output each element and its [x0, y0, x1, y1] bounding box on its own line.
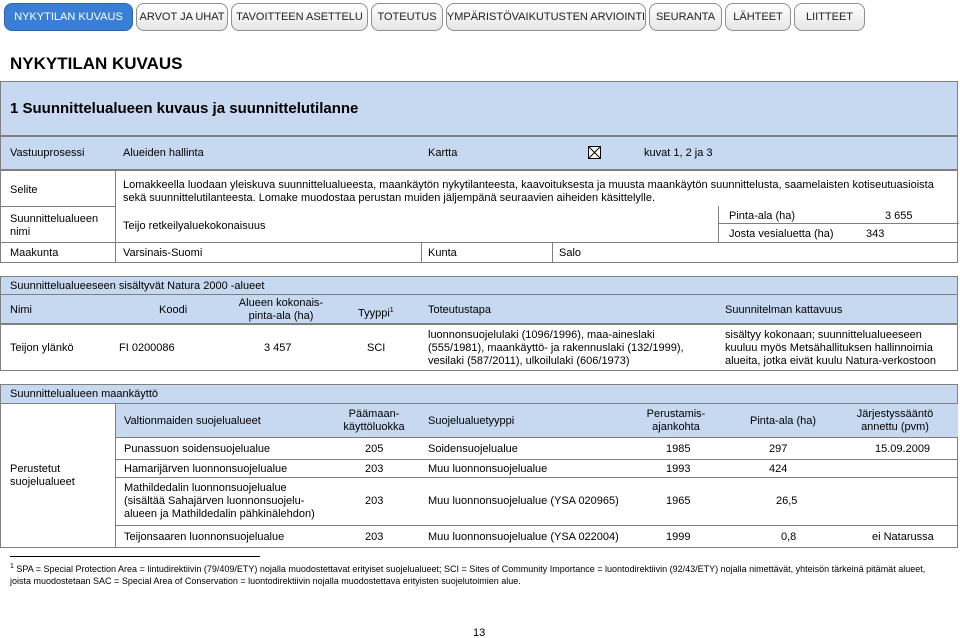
natura-col-ala: Alueen kokonais-pinta-ala (ha) — [238, 297, 324, 322]
mk-row-3-luokka: 203 — [365, 531, 384, 543]
maankaytto-table — [0, 403, 958, 548]
selite-text: Lomakkeella luodaan yleiskuva suunnittelualueesta, maankäytön nykytilanteesta, kaavoituksesta ja muusta maankäytön suunnittelusta, saamelaisten kotiseutuasioista sekä suunnittelutilanteesta. Lomake muodostaa perustan muiden jäljempänä seuraavien aiheiden käsittelylle. — [123, 179, 934, 204]
maakunta-label: Maakunta — [10, 247, 59, 259]
vesialue-value: 343 — [866, 228, 885, 240]
checkbox-checked-icon[interactable] — [588, 146, 601, 159]
maankaytto-title: Suunnittelualueen maankäyttö — [10, 388, 158, 400]
footnote-rule — [10, 556, 260, 557]
vastuuprosessi-row — [0, 136, 958, 170]
mk-row-1-luokka: 203 — [365, 463, 384, 475]
kartta-value: kuvat 1, 2 ja 3 — [644, 147, 713, 159]
mk-row-3-saanto: ei Natarussa — [872, 531, 934, 543]
mk-row-1-nimi: Hamarijärven luonnonsuojelualue — [124, 463, 288, 475]
nav-tab-ymparistovaikutusten-arviointi[interactable]: YMPÄRISTÖVAIKUTUSTEN ARVIOINTI — [446, 3, 646, 31]
page-title: NYKYTILAN KUVAUS — [10, 54, 183, 73]
nav-tab-seuranta[interactable]: SEURANTA — [649, 3, 722, 31]
natura-col-koodi: Koodi — [159, 304, 188, 316]
mk-row-0-luokka: 205 — [365, 443, 384, 455]
vastuuprosessi-value: Alueiden hallinta — [123, 147, 204, 159]
mk-col-nimi: Valtionmaiden suojelualueet — [124, 415, 261, 427]
mk-row-1-ala: 424 — [769, 463, 788, 475]
suunnittelualueen-nimi-value: Teijo retkeilyaluekokonaisuus — [123, 220, 266, 232]
section-1-body — [0, 170, 958, 263]
perustetut-suojelualueet-label: Perustetut suojelualueet — [10, 463, 75, 488]
nav-tab-lahteet[interactable]: LÄHTEET — [725, 3, 791, 31]
natura-row-ala: 3 457 — [264, 342, 292, 354]
table-row — [0, 324, 958, 371]
pinta-ala-value: 3 655 — [885, 210, 913, 222]
nav-tab-liitteet[interactable]: LIITTEET — [794, 3, 865, 31]
mk-row-2-ala: 26,5 — [776, 495, 798, 507]
mk-row-1-tyyppi: Muu luonnonsuojelualue — [428, 463, 548, 475]
section-1-header — [0, 81, 958, 136]
natura-row-nimi: Teijon ylänkö — [10, 342, 74, 354]
natura-title: Suunnittelualueeseen sisältyvät Natura 2000 -alueet — [10, 280, 265, 292]
kunta-value: Salo — [559, 247, 582, 259]
nav-tab-arvot-ja-uhat[interactable]: ARVOT JA UHAT — [136, 3, 228, 31]
pinta-ala-box — [718, 206, 958, 242]
mk-row-0-nimi: Punassuon soidensuojelualue — [124, 443, 271, 455]
mk-col-tyyppi: Suojelualuetyyppi — [428, 415, 515, 427]
top-nav — [0, 0, 960, 33]
mk-row-0-ala: 297 — [769, 443, 788, 455]
suunnittelualueen-nimi-label: Suunnittelualueen nimi — [10, 213, 99, 238]
natura-header — [0, 276, 958, 295]
nav-tab-tavoitteen-asettelu[interactable]: TAVOITTEEN ASETTELU — [231, 3, 368, 31]
natura-col-toteutustapa: Toteutustapa — [428, 304, 491, 316]
natura-col-tyyppi: Tyyppi$^1$ — [358, 307, 394, 320]
section-1-title: 1 Suunnittelualueen kuvaus ja suunnittelutilanne — [10, 100, 359, 117]
mk-row-0-tyyppi: Soidensuojelualue — [428, 443, 518, 455]
natura-row-tyyppi: SCI — [367, 342, 386, 354]
mk-row-3-ala: 0,8 — [781, 531, 797, 543]
natura-table-header — [0, 294, 958, 324]
natura-col-nimi: Nimi — [10, 304, 32, 316]
page-number: 13 — [473, 627, 486, 638]
maakunta-value: Varsinais-Suomi — [123, 247, 203, 259]
maankaytto-table-header — [116, 404, 958, 438]
vesialue-label: Josta vesialuetta (ha) — [729, 228, 834, 240]
mk-col-ala: Pinta-ala (ha) — [750, 415, 817, 427]
mk-row-0-vuosi: 1985 — [666, 443, 691, 455]
mk-row-0-saanto: 15.09.2009 — [875, 443, 931, 455]
nav-tab-nykytilan-kuvaus[interactable]: NYKYTILAN KUVAUS — [4, 3, 133, 31]
mk-row-3-tyyppi: Muu luonnonsuojelualue (YSA 022004) — [428, 531, 619, 543]
vastuuprosessi-label: Vastuuprosessi — [10, 147, 85, 159]
pinta-ala-label: Pinta-ala (ha) — [729, 210, 796, 222]
mk-row-2-vuosi: 1965 — [666, 495, 691, 507]
natura-col-kattavuus: Suunnitelman kattavuus — [725, 304, 843, 316]
mk-row-2-nimi: Mathildedalin luonnonsuojelualue (sisältää Sahajärven luonnonsuojelu-alueen ja Mathildedalin pähkinälehdon) — [124, 482, 315, 520]
mk-row-2-luokka: 203 — [365, 495, 384, 507]
mk-col-luokka: Päämaan-käyttöluokka — [343, 408, 405, 433]
maankaytto-header — [0, 384, 958, 404]
natura-row-koodi: FI 0200086 — [119, 342, 175, 354]
mk-row-2-tyyppi: Muu luonnonsuojelualue (YSA 020965) — [428, 495, 619, 507]
kartta-label: Kartta — [428, 147, 458, 159]
kunta-label: Kunta — [428, 247, 457, 259]
mk-row-1-vuosi: 1993 — [666, 463, 691, 475]
mk-col-vuosi: Perustamis-ajankohta — [646, 408, 706, 433]
footnote: $^1$ SPA = Special Protection Area = lintudirektiivin (79/409/ETY) nojalla muodostettavat erityiset suojelualueet; SCI = Sites of Community Importance = luontodirektiivin (92/43/ETY) nojalla nimettävät, yhteisön tärkeinä pitämät alueet, joista muodostetaan SAC = Special Area of Conservation = luontodirektiivin nojalla muodostettava erityisten suojelutoimien alue. — [10, 563, 926, 586]
nav-tab-toteutus[interactable]: TOTEUTUS — [371, 3, 443, 31]
natura-row-kattavuus: sisältyy kokonaan; suunnittelualueeseen kuuluu myös Metsähallituksen hallinnoimia alueita, jotka eivät kuulu Natura-verkostoon — [725, 329, 936, 367]
natura-row-toteutustapa: luonnonsuojelulaki (1096/1996), maa-aineslaki (555/1981), maankäyttö- ja rakennuslaki (132/1999), vesilaki (587/2011), ulkoilulaki (606/1973) — [428, 329, 684, 367]
mk-row-3-nimi: Teijonsaaren luonnonsuojelualue — [124, 531, 285, 543]
selite-label: Selite — [10, 184, 38, 196]
mk-col-saanto: Järjestyssääntö annettu (pvm) — [856, 408, 934, 433]
mk-row-3-vuosi: 1999 — [666, 531, 691, 543]
